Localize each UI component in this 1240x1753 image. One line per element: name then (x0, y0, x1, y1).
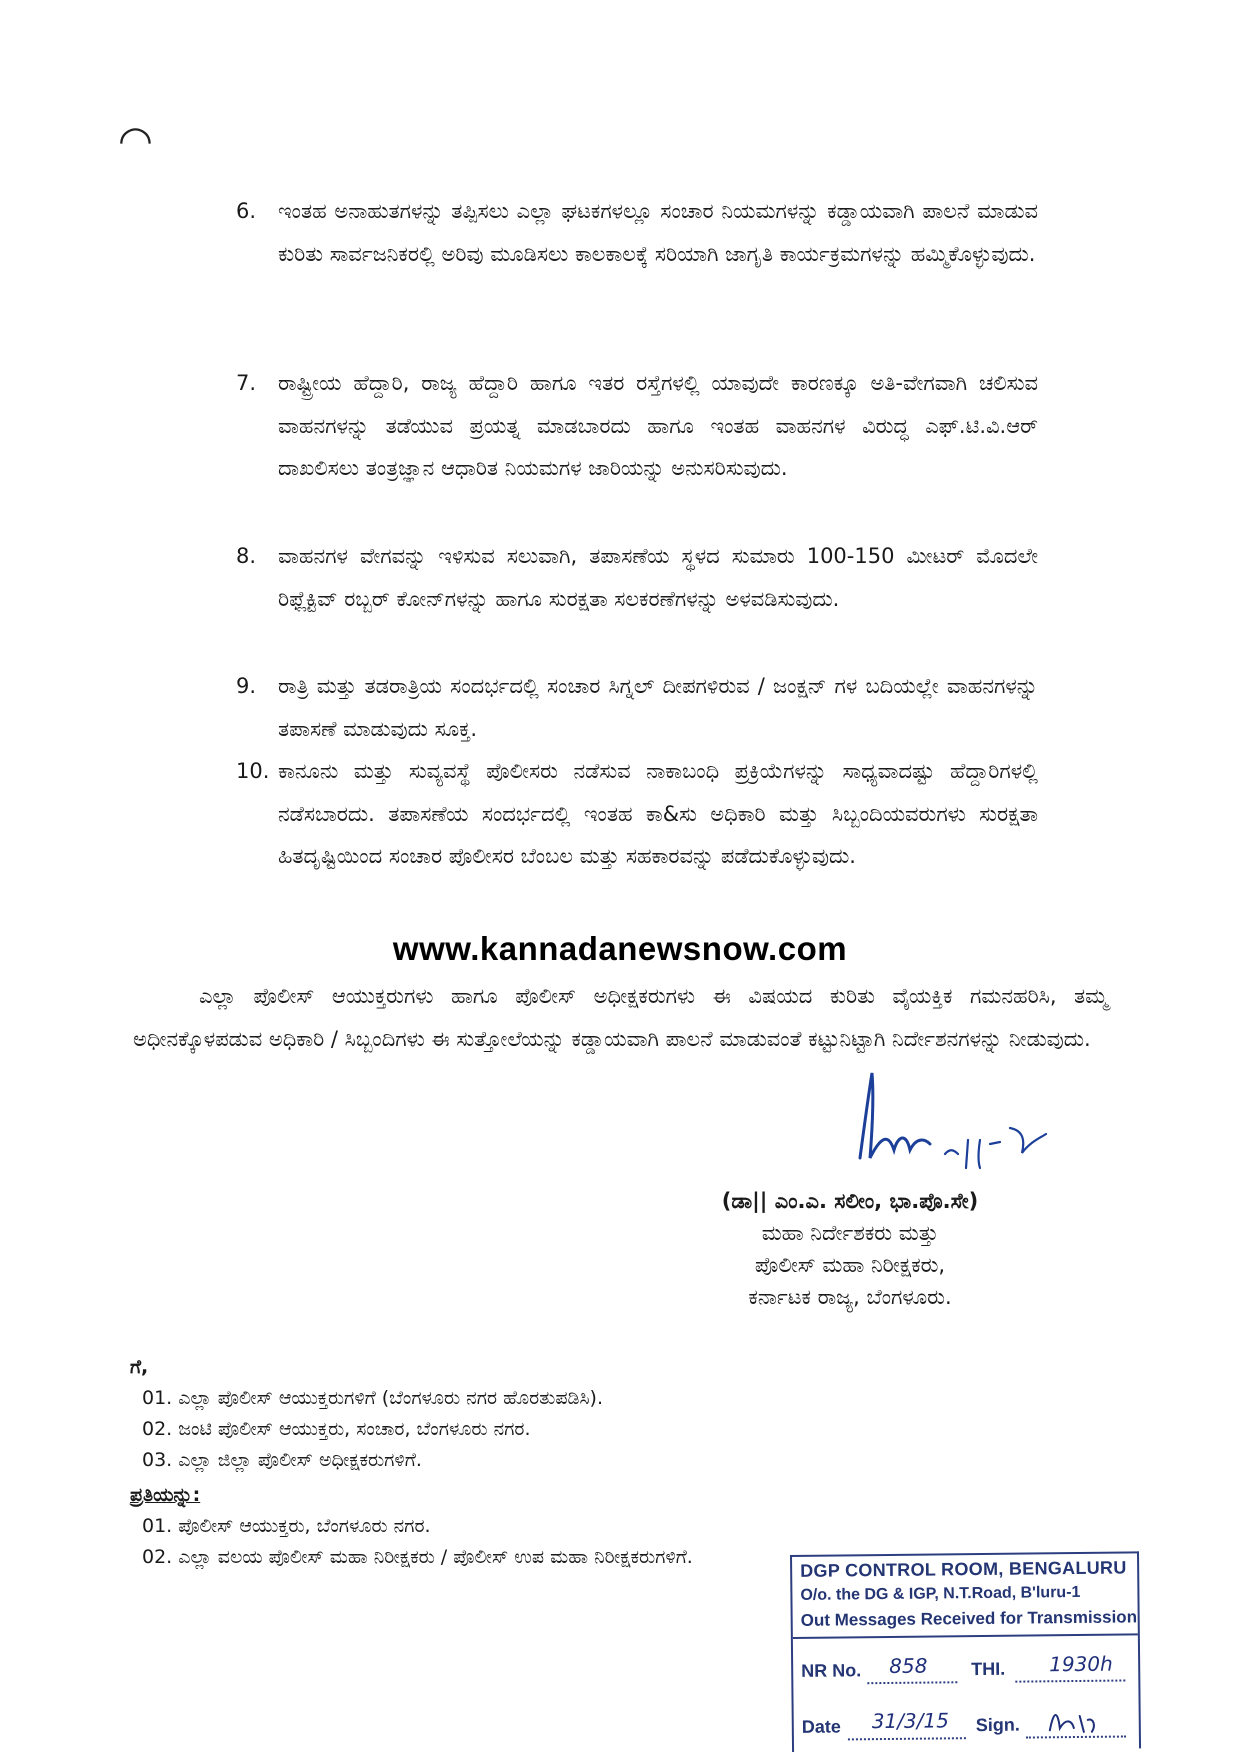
item-number: 10. (236, 759, 270, 783)
stamp-nr-value: 858 (889, 1653, 928, 1678)
page-corner-mark: ◠ (118, 118, 153, 164)
copy-to-heading: ಪ್ರತಿಯನ್ನು: (130, 1484, 201, 1506)
stamp-date-label: Date (801, 1716, 841, 1737)
stamp-thi-label: THI. (971, 1658, 1006, 1680)
stamp-title: DGP CONTROL ROOM, BENGALURU (800, 1557, 1127, 1581)
list-item-10 (238, 750, 1038, 878)
list-item-6 (238, 190, 1038, 275)
item-number: 9. (236, 674, 257, 698)
stamp-divider (793, 1633, 1138, 1639)
copy-to-item: 02. ಎಲ್ಲಾ ವಲಯ ಪೊಲೀಸ್ ಮಹಾ ನಿರೀಕ್ಷಕರು / ಪೊಲೀಸ್ ಉಪ ಮಹಾ ನಿರೀಕ್ಷಕರುಗಳಿಗೆ. (142, 1546, 693, 1568)
stamp-message: Out Messages Received for Transmission (800, 1607, 1138, 1630)
control-room-stamp (790, 1551, 1141, 1752)
addressees-block (130, 1352, 1030, 1476)
addressee-item: 01. ಎಲ್ಲಾ ಪೊಲೀಸ್ ಆಯುಕ್ತರುಗಳಿಗೆ (ಬೆಂಗಳೂರು ನಗರ ಹೊರತುಪಡಿಸಿ). (142, 1387, 604, 1409)
stamp-thi-line (1015, 1679, 1125, 1682)
item-text: ಇಂತಹ ಅನಾಹುತಗಳನ್ನು ತಪ್ಪಿಸಲು ಎಲ್ಲಾ ಘಟಕಗಳಲ್ಲೂ ಸಂಚಾರ ನಿಯಮಗಳನ್ನು ಕಡ್ಡಾಯವಾಗಿ ಪಾಲನೆ ಮಾಡುವ ಕುರಿತು ಸಾರ್ವಜನಿಕರಲ್ಲಿ ಅರಿವು ಮೂಡಿಸಲು ಕಾಲಕಾಲಕ್ಕೆ ಸರಿಯಾಗಿ ಜಾಗೃತಿ ಕಾರ್ಯಕ್ರಮಗಳನ್ನು ಹಮ್ಮಿಕೊಳ್ಳುವುದು. (278, 199, 1038, 266)
item-text: ಕಾನೂನು ಮತ್ತು ಸುವ್ಯವಸ್ಥೆ ಪೊಲೀಸರು ನಡೆಸುವ ನಾಕಾಬಂಧಿ ಪ್ರಕ್ರಿಯೆಗಳನ್ನು ಸಾಧ್ಯವಾದಷ್ಟು ಹೆದ್ದಾರಿಗಳಲ್ಲಿ ನಡೆಸಬಾರದು. ತಪಾಸಣೆಯ ಸಂದರ್ಭದಲ್ಲಿ ಇಂತಹ ಕಾ&ಸು ಅಧಿಕಾರಿ ಮತ್ತು ಸಿಬ್ಬಂದಿಯವರುಗಳು ಸುರಕ್ಷತಾ ಹಿತದೃಷ್ಟಿಯಿಂದ ಸಂಚಾರ ಪೊಲೀಸರ ಬೆಂಬಲ ಮತ್ತು ಸಹಕಾರವನ್ನು ಪಡೆದುಕೊಳ್ಳುವುದು. (278, 759, 1038, 868)
item-number: 6. (236, 199, 257, 223)
signatory-block (640, 1185, 1060, 1313)
addressee-item: 02. ಜಂಟಿ ಪೊಲೀಸ್ ಆಯುಕ್ತರು, ಸಂಚಾರ, ಬೆಂಗಳೂರು ನಗರ. (142, 1418, 531, 1440)
copy-to-item: 01. ಪೊಲೀಸ್ ಆಯುಕ್ತರು, ಬೆಂಗಳೂರು ನಗರ. (142, 1515, 431, 1537)
addressees-heading: ಗೆ, (130, 1356, 149, 1378)
stamp-thi-value: 1930h (1049, 1651, 1113, 1677)
item-text: ವಾಹನಗಳ ವೇಗವನ್ನು ಇಳಿಸುವ ಸಲುವಾಗಿ, ತಪಾಸಣೆಯ ಸ್ಥಳದ ಸುಮಾರು 100-150 ಮೀಟರ್ ಮೊದಲೇ ರಿಫ್ಲೆಕ್ಟಿವ್ ರಬ್ಬರ್ ಕೋನ್‌ಗಳನ್ನು ಹಾಗೂ ಸುರಕ್ಷತಾ ಸಲಕರಣೆಗಳನ್ನು ಅಳವಡಿಸುವುದು. (278, 544, 1038, 611)
signature-image (850, 1058, 1090, 1188)
stamp-address: O/o. the DG & IGP, N.T.Road, B'luru-1 (800, 1583, 1081, 1604)
stamp-date-value: 31/3/15 (871, 1708, 949, 1734)
closing-paragraph: ಎಲ್ಲಾ ಪೊಲೀಸ್ ಆಯುಕ್ತರುಗಳು ಹಾಗೂ ಪೊಲೀಸ್ ಅಧೀಕ್ಷಕರುಗಳು ಈ ವಿಷಯದ ಕುರಿತು ವೈಯಕ್ತಿಕ ಗಮನಹರಿಸಿ, ತಮ್ಮ ಅಧೀನಕ್ಕೊಳಪಡುವ ಅಧಿಕಾರಿ / ಸಿಬ್ಬಂದಿಗಳು ಈ ಸುತ್ತೋಲೆಯನ್ನು ಕಡ್ಡಾಯವಾಗಿ ಪಾಲನೆ ಮಾಡುವಂತೆ ಕಟ್ಟುನಿಟ್ಟಾಗಿ ನಿರ್ದೇಶನಗಳನ್ನು ನೀಡುವುದು. (133, 984, 1108, 1051)
stamp-date-line (848, 1737, 966, 1740)
stamp-sign-mark (1044, 1706, 1104, 1737)
signatory-designation: ಪೊಲೀಸ್ ಮಹಾ ನಿರೀಕ್ಷಕರು, (754, 1253, 946, 1277)
item-text: ರಾತ್ರಿ ಮತ್ತು ತಡರಾತ್ರಿಯ ಸಂದರ್ಭದಲ್ಲಿ ಸಂಚಾರ ಸಿಗ್ನಲ್ ದೀಪಗಳಿರುವ / ಜಂಕ್ಷನ್ ಗಳ ಬದಿಯಲ್ಲೇ ವಾಹನಗಳನ್ನು ತಪಾಸಣೆ ಮಾಡುವುದು ಸೂಕ್ತ. (278, 674, 1038, 741)
website-watermark: www.kannadanewsnow.com (392, 930, 848, 967)
signatory-designation: ಕರ್ನಾಟಕ ರಾಜ್ಯ, ಬೆಂಗಳೂರು. (748, 1285, 952, 1309)
list-item-9 (238, 665, 1038, 750)
item-number: 7. (236, 371, 257, 395)
item-text: ರಾಷ್ಟ್ರೀಯ ಹೆದ್ದಾರಿ, ರಾಜ್ಯ ಹೆದ್ದಾರಿ ಹಾಗೂ ಇತರ ರಸ್ತೆಗಳಲ್ಲಿ ಯಾವುದೇ ಕಾರಣಕ್ಕೂ ಅತಿ-ವೇಗವಾಗಿ ಚಲಿಸುವ ವಾಹನಗಳನ್ನು ತಡೆಯುವ ಪ್ರಯತ್ನ ಮಾಡಬಾರದು ಹಾಗೂ ಇಂತಹ ವಾಹನಗಳ ವಿರುದ್ಧ ಎಫ್.ಟಿ.ವಿ.ಆರ್ ದಾಖಲಿಸಲು ತಂತ್ರಜ್ಞಾನ ಆಧಾರಿತ ನಿಯಮಗಳ ಜಾರಿಯನ್ನು ಅನುಸರಿಸುವುದು. (278, 371, 1038, 480)
stamp-nr-label: NR No. (801, 1660, 862, 1681)
addressee-item: 03. ಎಲ್ಲಾ ಜಿಲ್ಲಾ ಪೊಲೀಸ್ ಅಧೀಕ್ಷಕರುಗಳಿಗೆ. (142, 1449, 422, 1471)
list-item-8 (238, 535, 1038, 620)
stamp-sign-label: Sign. (975, 1714, 1020, 1736)
item-number: 8. (236, 544, 257, 568)
stamp-nr-line (867, 1681, 957, 1684)
signatory-designation: ಮಹಾ ನಿರ್ದೇಶಕರು ಮತ್ತು (761, 1221, 939, 1245)
list-item-7 (238, 362, 1038, 490)
signatory-name: (ಡಾ|| ಎಂ.ಎ. ಸಲೀಂ, ಭಾ.ಪೊ.ಸೇ) (721, 1189, 979, 1213)
